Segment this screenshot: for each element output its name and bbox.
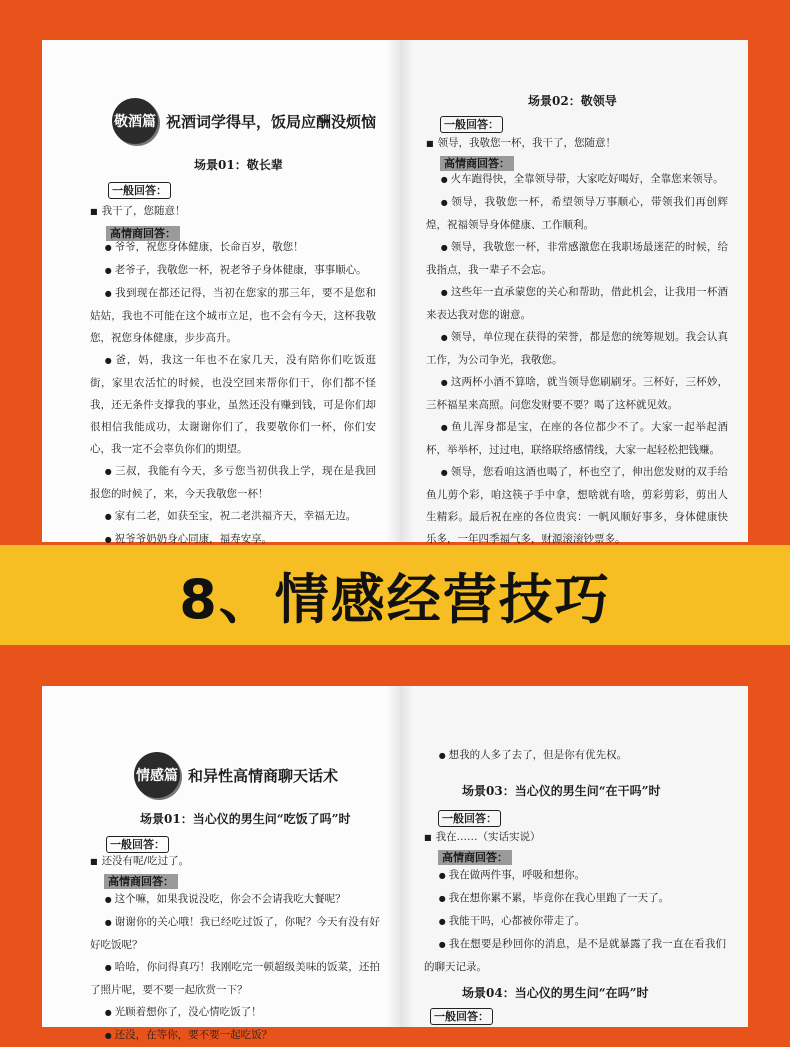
- list-item: ● 三叔，我能有今天，多亏您当初供我上学，现在是我回报您的时候了，来，今天我敬您一杯！: [90, 460, 376, 505]
- scene-title: 场景03：当心仪的男生问“在干吗”时: [462, 784, 661, 798]
- plain-answer: ■ 领导，我敬您一杯，我干了，您随意！: [426, 132, 726, 155]
- list-item: ● 领导，您看咱这酒也喝了，杯也空了，伸出您发财的双手给鱼儿剪个彩，咱这筷子手中拿，想啥就有啥，剪彩剪彩，剪出人生精彩。最后祝在座的各位贵宾：一帆风顺好事多，身体健康快乐多，一年四季福气多，财源滚滚钞票多。: [426, 461, 728, 550]
- chapter-badge: 情感篇: [134, 752, 180, 798]
- list-item: ● 我在想你累不累，毕竟你在我心里跑了一天了。: [424, 887, 726, 910]
- plain-answer-label: 一般回答：: [440, 116, 503, 133]
- list-item: ● 还没，在等你，要不要一起吃饭？: [90, 1024, 380, 1047]
- scene-title: 场景01：敬长辈: [194, 158, 283, 172]
- list-item: ● 我在做两件事，呼吸和想你。: [424, 864, 726, 887]
- list-item: ● 领导，我敬您一杯，希望领导万事顺心，带领我们再创辉煌，祝福领导身体健康、工作顺利。: [426, 191, 728, 236]
- carried-over-item: [424, 744, 724, 767]
- list-item: ● 哈哈，你问得真巧！我刚吃完一顿超级美味的饭菜，还拍了照片呢，要不要一起欣赏一下？: [90, 956, 380, 1001]
- plain-answer-text: [90, 200, 380, 223]
- plain-answer-text: [90, 850, 380, 873]
- section-title: 8、情感经营技巧: [179, 567, 611, 631]
- plain-answer-label: 一般回答：: [430, 1008, 493, 1025]
- plain-answer-label: 一般回答：: [108, 182, 171, 199]
- plain-answer: ■ 我在……（实话实说）: [424, 826, 724, 849]
- scene-title: 场景02：敬领导: [528, 94, 617, 108]
- chapter-heading: [112, 98, 376, 144]
- list-item: ● 祝爷爷奶奶身心同康，福寿安享。: [90, 528, 376, 551]
- page-gutter-shadow: [400, 686, 414, 1027]
- list-item: ● 这个嘛，如果我说没吃，你会不会请我吃大餐呢？: [90, 888, 380, 911]
- list-item: ● 光顾着想你了，没心情吃饭了！: [90, 1001, 380, 1024]
- scene-title: 场景01：当心仪的男生问“吃饭了吗”时: [140, 812, 351, 826]
- plain-answer-text: [426, 132, 726, 155]
- plain-answer: ■ 我干了，您随意！: [90, 200, 380, 223]
- list-item: ● 鱼儿浑身都是宝，在座的各位都少不了。大家一起举起酒杯，举举杯，过过电，联络联络感情线，大家一起轻松把钱赚。: [426, 416, 728, 461]
- page-gutter-shadow: [400, 40, 414, 542]
- high-eq-answer-label: 高情商回答：: [438, 850, 512, 865]
- chapter-badge: 敬酒篇: [112, 98, 158, 144]
- high-eq-answer-list: [426, 168, 728, 550]
- chapter-title: 和异性高情商聊天话术: [188, 766, 339, 785]
- book-page-romance-chat-continued: [400, 686, 748, 1027]
- list-item: ● 火车跑得快，全靠领导带，大家吃好喝好，全靠您来领导。: [426, 168, 728, 191]
- chapter-heading: [134, 752, 338, 798]
- list-item: ● 我到现在都还记得，当初在您家的那三年，要不是您和姑姑，我也不可能在这个城市立足，也不会有今天，这杯我敬您，祝您身体健康，步步高升。: [90, 282, 376, 349]
- list-item: ● 谢谢你的关心哦！我已经吃过饭了，你呢？今天有没有好好吃饭呢？: [90, 911, 380, 956]
- plain-answer-text: [424, 826, 724, 849]
- page-gutter-shadow: [386, 40, 400, 542]
- plain-answer-label: 一般回答：: [438, 810, 501, 827]
- list-item: ● 这些年一直承蒙您的关心和帮助，借此机会，让我用一杯酒来表达我对您的谢意。: [426, 281, 728, 326]
- plain-answer-label: 一般回答：: [106, 836, 169, 853]
- high-eq-answer-label: 高情商回答：: [106, 226, 180, 241]
- high-eq-answer-label: 高情商回答：: [104, 874, 178, 889]
- list-item: ● 爷爷，祝您身体健康，长命百岁，敬您！: [90, 236, 376, 259]
- plain-answer: ■ 还没有呢/吃过了。: [90, 850, 380, 873]
- section-banner: [0, 545, 790, 645]
- high-eq-answer-label: 高情商回答：: [440, 156, 514, 171]
- page-gutter-shadow: [386, 686, 400, 1027]
- list-item: ● 我能干吗，心都被你带走了。: [424, 910, 726, 933]
- list-item: ● 想我的人多了去了，但是你有优先权。: [424, 744, 724, 767]
- list-item: ● 家有二老，如获至宝，祝二老洪福齐天，幸福无边。: [90, 505, 376, 528]
- list-item: ● 领导，单位现在获得的荣誉，都是您的统筹规划。我会认真工作，为公司争光，我敬您。: [426, 326, 728, 371]
- list-item: ● 领导，我敬您一杯，非常感激您在我职场最迷茫的时候，给我指点，我一辈子不会忘。: [426, 236, 728, 281]
- high-eq-answer-list: [90, 236, 376, 596]
- list-item: ● 老爷子，我敬您一杯，祝老爷子身体健康，事事顺心。: [90, 259, 376, 282]
- list-item: ● 爸，妈，我这一年也不在家几天，没有陪你们吃饭逛街，家里农活忙的时候，也没空回来帮你们干，你们都不怪我，还无条件支撑我的事业，虽然还没有赚到钱，可是你们却很相信我能成功，太谢谢你们了，我要敬你们一杯，你们安心，我一定不会辜负你们的期望。: [90, 349, 376, 460]
- book-page-toast-leaders: [400, 40, 748, 545]
- book-page-romance-chat: [42, 686, 400, 1041]
- list-item: ● 我在想要是秒回你的消息，是不是就暴露了我一直在看我们的聊天记录。: [424, 933, 726, 978]
- high-eq-answer-list: [90, 888, 380, 1047]
- scene-title: 场景04：当心仪的男生问“在吗”时: [462, 986, 649, 1000]
- high-eq-answer-list: [424, 864, 726, 978]
- list-item: ● 这两杯小酒不算啥，就当领导您刷刷牙。三杯好，三杯妙，三杯福星来高照。问您发财要不要？喝了这杯就见效。: [426, 371, 728, 416]
- book-page-toast-elders: [42, 40, 400, 545]
- chapter-title: 祝酒词学得早，饭局应酬没烦恼: [166, 112, 377, 131]
